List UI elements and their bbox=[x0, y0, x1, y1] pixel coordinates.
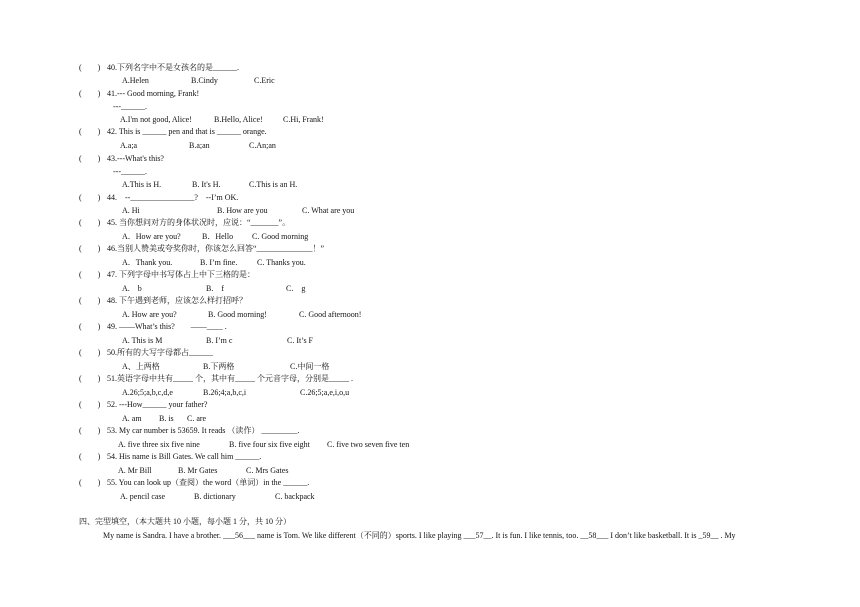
option-b: B. Good morning! bbox=[208, 310, 267, 319]
option-a: A.Helen bbox=[122, 76, 149, 85]
answer-paren[interactable]: ( ) bbox=[79, 127, 101, 136]
question-stem: 54. His name is Bill Gates. We call him ______. bbox=[107, 452, 262, 461]
option-c: C. It’s F bbox=[287, 336, 314, 345]
option-b: B.26;4;a,b,c,i bbox=[203, 388, 247, 397]
question-stem: 42. This is ______ pen and that is ______ orange. bbox=[107, 127, 267, 136]
answer-paren[interactable]: ( ) bbox=[79, 374, 101, 383]
option-c: C.Eric bbox=[254, 76, 275, 85]
option-c: C. backpack bbox=[275, 492, 315, 501]
question-stem: 45. 当你想问对方的身体状况时，应说：“_______”。 bbox=[107, 218, 291, 227]
option-b: B. I’m c bbox=[206, 336, 233, 345]
option-b: B. How are you bbox=[217, 206, 268, 215]
option-c: C. What are you bbox=[302, 206, 355, 215]
question-41 bbox=[79, 89, 199, 99]
answer-paren[interactable]: ( ) bbox=[79, 452, 101, 461]
option-b: B. five four six five eight bbox=[229, 440, 310, 449]
option-c: C. Good afternoon! bbox=[299, 310, 362, 319]
option-c: C.26;5;a,e,i,o,u bbox=[300, 388, 350, 397]
question-42 bbox=[79, 127, 267, 137]
option-b: B. dictionary bbox=[194, 492, 236, 501]
answer-paren[interactable]: ( ) bbox=[79, 193, 101, 202]
option-b: B. It's H. bbox=[192, 180, 221, 189]
question-46 bbox=[79, 244, 324, 254]
option-a: A. This is M bbox=[122, 336, 163, 345]
option-b: B.a;an bbox=[189, 141, 210, 150]
option-a: A. five three six five nine bbox=[118, 440, 200, 449]
answer-paren[interactable]: ( ) bbox=[79, 478, 101, 487]
option-a: A. pencil case bbox=[120, 492, 166, 501]
answer-paren[interactable]: ( ) bbox=[79, 244, 101, 253]
option-a: A. Mr Bill bbox=[118, 466, 152, 475]
question-54 bbox=[79, 452, 261, 462]
option-a: A．How are you? bbox=[122, 232, 181, 241]
question-51 bbox=[79, 374, 353, 384]
option-c: C.Hi, Frank! bbox=[283, 115, 324, 124]
option-c: C.中间一格 bbox=[290, 362, 330, 371]
question-50 bbox=[79, 348, 213, 358]
question-stem: 47. 下列字母中书写体占上中下三格的是： bbox=[107, 270, 255, 279]
question-44 bbox=[79, 193, 238, 203]
option-a: A. am bbox=[122, 414, 142, 423]
option-a: A. Hi bbox=[122, 206, 140, 215]
option-a: A、上两格 bbox=[122, 362, 160, 371]
question-stem: 46.当别人赞美或夸奖你时，你该怎么回答“______________！” bbox=[107, 244, 325, 253]
option-a: A．Thank you. bbox=[122, 258, 173, 267]
option-a: A.26;5;a,b,c,d,e bbox=[122, 388, 173, 397]
question-52 bbox=[79, 400, 207, 410]
option-c: C. Thanks you. bbox=[257, 258, 306, 267]
option-b: B.Cindy bbox=[191, 76, 218, 85]
question-sub-line: ---______. bbox=[113, 167, 147, 176]
question-stem: 52. ---How______ your father? bbox=[107, 400, 208, 409]
option-c: C. five two seven five ten bbox=[327, 440, 410, 449]
question-stem: 43.---What's this? bbox=[107, 154, 164, 163]
answer-paren[interactable]: ( ) bbox=[79, 322, 101, 331]
answer-paren[interactable]: ( ) bbox=[79, 296, 101, 305]
answer-paren[interactable]: ( ) bbox=[79, 348, 101, 357]
question-49 bbox=[79, 322, 227, 332]
option-c: C. are bbox=[187, 414, 207, 423]
option-a: A.This is H. bbox=[122, 180, 162, 189]
option-c: C. Mrs Gates bbox=[246, 466, 289, 475]
question-47 bbox=[79, 270, 255, 280]
option-c: C.An;an bbox=[249, 141, 276, 150]
section-heading: 四、完型填空，（本大题共 10 小题，每小题 1 分，共 10 分） bbox=[79, 517, 291, 526]
question-stem: 49. ——What’s this? ——____ . bbox=[107, 322, 227, 331]
option-a: A.I'm not good, Alice! bbox=[120, 115, 192, 124]
answer-paren[interactable]: ( ) bbox=[79, 270, 101, 279]
option-b: B. is bbox=[159, 414, 174, 423]
question-stem: 48. 下午遇到老师，应该怎么样打招呼？ bbox=[107, 296, 247, 305]
question-stem: 40.下列名字中不是女孩名的是______. bbox=[107, 63, 239, 72]
answer-paren[interactable]: ( ) bbox=[79, 89, 101, 98]
question-48 bbox=[79, 296, 247, 306]
question-43 bbox=[79, 154, 164, 164]
question-sub-line: ---______. bbox=[113, 102, 147, 111]
question-stem: 51.英语字母中共有_____ 个，其中有_____ 个元音字母，分别是_____ . bbox=[107, 374, 353, 383]
question-stem: 50.所有的大写字母都占______ bbox=[107, 348, 213, 357]
option-b: B. Mr Gates bbox=[178, 466, 218, 475]
option-c: C.This is an H. bbox=[249, 180, 298, 189]
option-b: B. I’m fine. bbox=[200, 258, 238, 267]
question-53 bbox=[79, 426, 299, 436]
question-40 bbox=[79, 63, 239, 73]
option-c: C. Good morning bbox=[252, 232, 309, 241]
answer-paren[interactable]: ( ) bbox=[79, 426, 101, 435]
question-stem: 53. My car number is 53659. It reads （读作） _________. bbox=[107, 426, 300, 435]
answer-paren[interactable]: ( ) bbox=[79, 400, 101, 409]
option-c: C. g bbox=[286, 284, 306, 293]
option-a: A.a;a bbox=[120, 141, 138, 150]
option-b: B. f bbox=[206, 284, 224, 293]
option-b: B.下两格 bbox=[203, 362, 235, 371]
answer-paren[interactable]: ( ) bbox=[79, 63, 101, 72]
question-45 bbox=[79, 218, 290, 228]
answer-paren[interactable]: ( ) bbox=[79, 154, 101, 163]
question-stem: 55. You can look up（查阅）the word（单词）in the ______. bbox=[107, 478, 310, 487]
option-a: A. b bbox=[122, 284, 142, 293]
answer-paren[interactable]: ( ) bbox=[79, 218, 101, 227]
question-55 bbox=[79, 478, 309, 488]
question-stem: 44. --________________? --I’m OK. bbox=[107, 193, 239, 202]
option-a: A. How are you? bbox=[122, 310, 177, 319]
cloze-passage: My name is Sandra. I have a brother. ___56___ name is Tom. We like different（不同的）sports. I like playing ___57__. It is fun. I like tennis, too. __58___ I don’t like basketball. It is _59__ . My bbox=[103, 531, 736, 540]
option-b: B.Hello, Alice! bbox=[214, 115, 263, 124]
option-b: B．Hello bbox=[202, 232, 234, 241]
question-stem: 41.--- Good morning, Frank! bbox=[107, 89, 200, 98]
